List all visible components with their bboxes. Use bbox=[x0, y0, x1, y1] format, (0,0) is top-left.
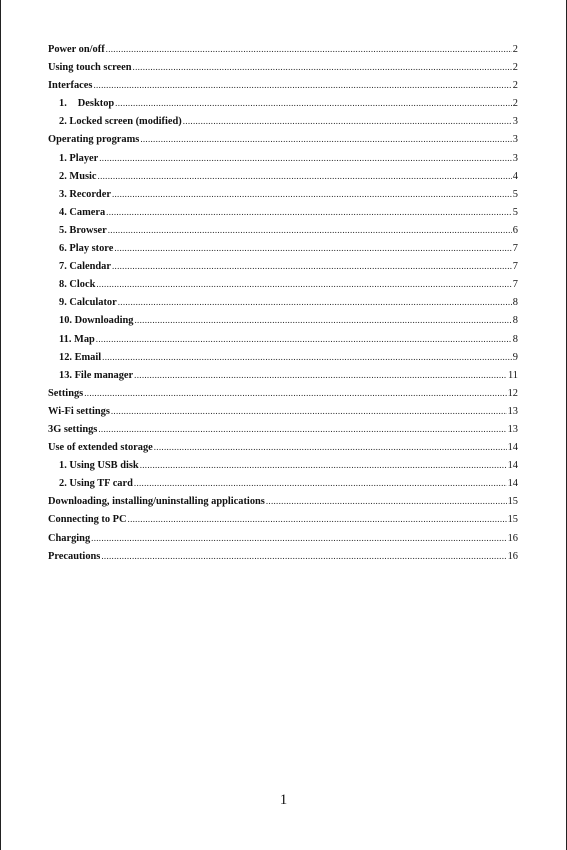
toc-dot-leader bbox=[134, 366, 507, 384]
toc-entry-title: Interfaces bbox=[48, 80, 93, 92]
toc-entry-title: 5. Browser bbox=[59, 224, 107, 236]
toc-entry[interactable] bbox=[48, 547, 518, 565]
toc-dot-leader bbox=[133, 58, 512, 76]
toc-entry-title: 2. Using TF card bbox=[59, 478, 133, 490]
toc-entry[interactable] bbox=[48, 58, 518, 76]
toc-entry-page: 6 bbox=[512, 224, 518, 236]
toc-entry[interactable] bbox=[48, 167, 518, 185]
toc-dot-leader bbox=[91, 529, 506, 547]
toc-entry-page: 16 bbox=[507, 550, 518, 562]
toc-entry-title: 13. File manager bbox=[59, 369, 134, 381]
toc-entry-number: 1. bbox=[59, 98, 67, 110]
toc-entry-page: 7 bbox=[512, 279, 518, 291]
toc-entry-page: 4 bbox=[512, 170, 518, 182]
toc-entry-title: 1. Using USB disk bbox=[59, 460, 139, 472]
toc-entry-page: 14 bbox=[507, 478, 518, 490]
page-number: 1 bbox=[279, 792, 288, 808]
toc-entry-page: 14 bbox=[507, 442, 518, 454]
toc-entry-title: 8. Clock bbox=[59, 279, 96, 291]
toc-entry-title: Operating programs bbox=[48, 134, 140, 146]
toc-dot-leader bbox=[112, 257, 512, 275]
toc-dot-leader bbox=[112, 185, 512, 203]
toc-entry[interactable] bbox=[48, 330, 518, 348]
toc-entry-page: 12 bbox=[507, 387, 518, 399]
toc-entry-page: 14 bbox=[507, 460, 518, 472]
toc-entry[interactable] bbox=[48, 438, 518, 456]
toc-entry[interactable] bbox=[48, 420, 518, 438]
toc-entry[interactable] bbox=[48, 185, 518, 203]
toc-entry-title: Wi-Fi settings bbox=[48, 405, 110, 417]
toc-entry-page: 2 bbox=[512, 44, 518, 55]
toc-dot-leader bbox=[135, 311, 512, 329]
toc-entry[interactable] bbox=[48, 529, 518, 547]
toc-entry-page: 7 bbox=[512, 243, 518, 255]
toc-entry[interactable] bbox=[48, 94, 518, 112]
toc-entry-page: 8 bbox=[512, 297, 518, 309]
toc-entry-title: 9. Calculator bbox=[59, 297, 117, 309]
toc-entry-title: 1. Player bbox=[59, 152, 99, 164]
toc-entry-page: 2 bbox=[512, 80, 518, 92]
toc-dot-leader bbox=[108, 221, 512, 239]
toc-entry-title: Use of extended storage bbox=[48, 442, 153, 454]
toc-entry[interactable] bbox=[48, 257, 518, 275]
toc-dot-leader bbox=[111, 402, 507, 420]
toc-entry[interactable] bbox=[48, 130, 518, 148]
toc-entry[interactable] bbox=[48, 402, 518, 420]
toc-dot-leader bbox=[102, 348, 512, 366]
toc-dot-leader bbox=[114, 239, 511, 257]
toc-entry-page: 15 bbox=[507, 496, 518, 508]
toc-dot-leader bbox=[128, 510, 507, 528]
toc-entry[interactable] bbox=[48, 474, 518, 492]
toc-dot-leader bbox=[140, 456, 507, 474]
toc-entry-page: 3 bbox=[512, 152, 518, 164]
toc-entry[interactable] bbox=[48, 311, 518, 329]
toc-entry[interactable] bbox=[48, 239, 518, 257]
toc-entry-title: Desktop bbox=[77, 98, 115, 110]
toc-dot-leader bbox=[101, 547, 506, 565]
toc-dot-leader bbox=[99, 149, 512, 167]
toc-entry-page: 13 bbox=[507, 423, 518, 435]
toc-entry-page: 2 bbox=[512, 98, 518, 110]
toc-dot-leader bbox=[140, 130, 511, 148]
toc-dot-leader bbox=[134, 474, 507, 492]
toc-entry-title: Using touch screen bbox=[48, 62, 132, 74]
toc-dot-leader bbox=[106, 40, 512, 58]
toc-entry-page: 2 bbox=[512, 62, 518, 74]
toc-entry[interactable] bbox=[48, 384, 518, 402]
toc-dot-leader bbox=[183, 112, 512, 130]
toc-entry-page: 8 bbox=[512, 315, 518, 327]
toc-entry[interactable] bbox=[48, 149, 518, 167]
toc-entry-title: 10. Downloading bbox=[59, 315, 134, 327]
toc-entry[interactable] bbox=[48, 76, 518, 94]
toc-entry-page: 13 bbox=[507, 405, 518, 417]
toc-entry-page: 15 bbox=[507, 514, 518, 526]
toc-dot-leader bbox=[118, 293, 512, 311]
toc-dot-leader bbox=[98, 420, 506, 438]
toc-entry[interactable] bbox=[48, 293, 518, 311]
toc-entry[interactable] bbox=[48, 203, 518, 221]
toc-dot-leader bbox=[106, 203, 512, 221]
toc-entry-page: 7 bbox=[512, 261, 518, 273]
toc-entry-title: 2. Locked screen (modified) bbox=[59, 116, 182, 128]
toc-entry[interactable] bbox=[48, 112, 518, 130]
toc-entry[interactable] bbox=[48, 40, 518, 58]
toc-entry-page: 9 bbox=[512, 351, 518, 363]
toc-entry-page: 8 bbox=[512, 333, 518, 345]
toc-dot-leader bbox=[266, 492, 507, 510]
toc-entry-title: Downloading, installing/uninstalling applications bbox=[48, 496, 265, 508]
toc-entry[interactable] bbox=[48, 456, 518, 474]
toc-entry-page: 3 bbox=[512, 116, 518, 128]
toc-entry[interactable] bbox=[48, 492, 518, 510]
toc-entry-title: 7. Calendar bbox=[59, 261, 111, 273]
toc-entry-title: 11. Map bbox=[59, 333, 95, 345]
table-of-contents bbox=[48, 40, 518, 565]
toc-entry-title: Precautions bbox=[48, 550, 101, 562]
toc-dot-leader bbox=[154, 438, 507, 456]
toc-entry-title: Settings bbox=[48, 387, 84, 399]
toc-entry-title: Charging bbox=[48, 532, 91, 544]
toc-entry-title: 3. Recorder bbox=[59, 188, 111, 200]
toc-entry[interactable] bbox=[48, 348, 518, 366]
toc-dot-leader bbox=[96, 330, 512, 348]
toc-dot-leader bbox=[115, 94, 512, 112]
toc-dot-leader bbox=[98, 167, 512, 185]
toc-entry-title: 3G settings bbox=[48, 423, 98, 435]
toc-entry[interactable] bbox=[48, 366, 518, 384]
toc-entry[interactable] bbox=[48, 510, 518, 528]
toc-dot-leader bbox=[84, 384, 506, 402]
toc-entry-title: 12. Email bbox=[59, 351, 102, 363]
toc-entry-title: Power on/off bbox=[48, 44, 105, 55]
toc-entry-title: 2. Music bbox=[59, 170, 97, 182]
toc-dot-leader bbox=[93, 76, 511, 94]
toc-dot-leader bbox=[96, 275, 511, 293]
toc-entry-page: 11 bbox=[507, 369, 518, 381]
toc-entry-page: 3 bbox=[512, 134, 518, 146]
toc-entry-page: 5 bbox=[512, 188, 518, 200]
toc-entry-title: 4. Camera bbox=[59, 206, 106, 218]
toc-entry[interactable] bbox=[48, 275, 518, 293]
toc-entry-page: 5 bbox=[512, 206, 518, 218]
toc-entry-title: Connecting to PC bbox=[48, 514, 127, 526]
toc-entry-page: 16 bbox=[507, 532, 518, 544]
toc-entry[interactable] bbox=[48, 221, 518, 239]
toc-entry-title: 6. Play store bbox=[59, 243, 114, 255]
